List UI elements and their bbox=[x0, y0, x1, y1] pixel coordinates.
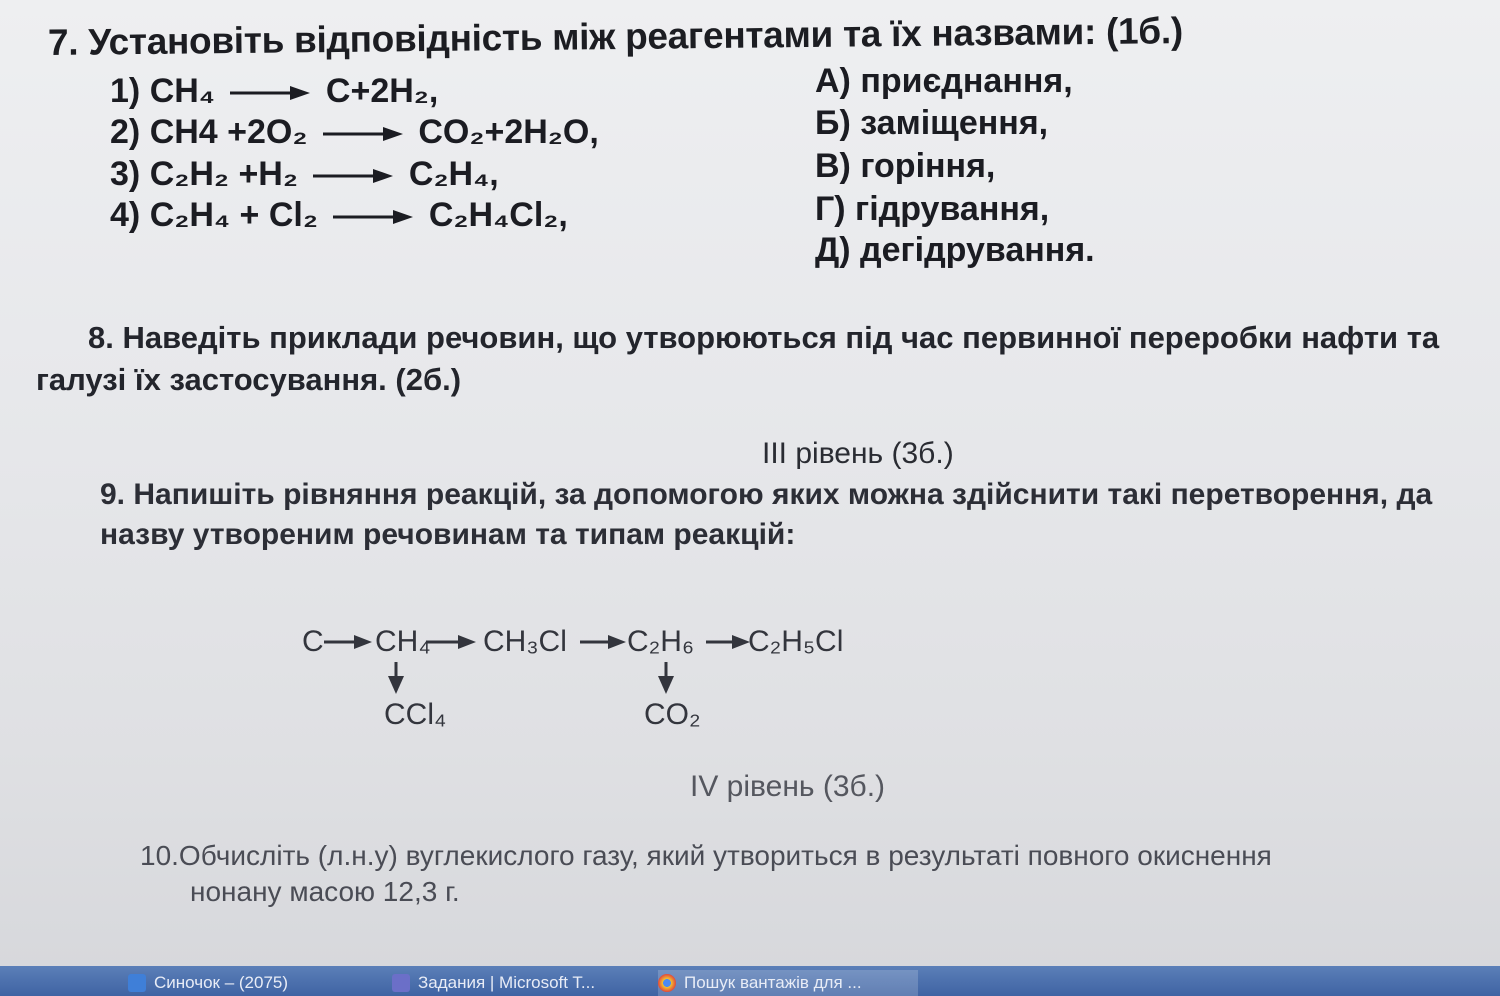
chain-co2: CO₂ bbox=[644, 698, 701, 731]
chain-c: C bbox=[302, 625, 324, 658]
equation-4 bbox=[110, 196, 568, 235]
equation-1 bbox=[110, 72, 438, 111]
equation-right: CO₂+2H₂O, bbox=[418, 113, 599, 151]
reaction-arrow-icon bbox=[230, 86, 310, 100]
equation-left: C₂H₄ + Cl₂ bbox=[149, 196, 318, 234]
chain-ccl4: CCl₄ bbox=[384, 698, 447, 731]
answer-option-a: А) приєднання, bbox=[815, 62, 1073, 100]
reaction-arrow-icon bbox=[313, 169, 393, 183]
question-8-line-1: 8. Наведіть приклади речовин, що утворюються під час первинної переробки нафти та bbox=[88, 320, 1440, 355]
reaction-arrow-icon bbox=[333, 210, 413, 224]
chat-app-icon bbox=[128, 974, 146, 992]
equation-right: C₂H₄, bbox=[408, 155, 499, 193]
question-8-line-2: галузі їх застосування. (2б.) bbox=[36, 362, 462, 397]
question-10-line-1: 10.Обчисліть (л.н.у) вуглекислого газу, який утвориться в результаті повного окиснення bbox=[140, 840, 1272, 871]
answer-option-d: Д) дегідрування. bbox=[815, 231, 1095, 269]
question-9-line-1: 9. Напишіть рівняння реакцій, за допомогою яких можна здійснити такі перетворення, да bbox=[100, 478, 1433, 511]
equation-right: C₂H₄Cl₂, bbox=[428, 196, 568, 234]
chain-c2h6: C₂H₆ bbox=[627, 625, 695, 658]
chain-arrow-icon bbox=[426, 634, 476, 650]
answer-option-b: Б) заміщення, bbox=[815, 104, 1049, 142]
equation-number: 1) bbox=[110, 72, 141, 110]
equation-number: 4) bbox=[110, 196, 141, 234]
teams-icon bbox=[392, 974, 410, 992]
equation-left: C₂H₂ +H₂ bbox=[149, 155, 298, 193]
equation-number: 2) bbox=[110, 113, 141, 151]
taskbar-item-label: Задания | Microsoft T... bbox=[418, 973, 596, 992]
chain-arrow-icon bbox=[324, 634, 372, 650]
taskbar-item-label: Синочок – (2075) bbox=[154, 973, 289, 992]
taskbar-item-teams[interactable] bbox=[392, 970, 642, 996]
question-10-line-2: нонану масою 12,3 г. bbox=[190, 876, 460, 907]
taskbar bbox=[0, 966, 1500, 996]
level-3-heading: ІІІ рівень (3б.) bbox=[762, 437, 954, 470]
reaction-arrow-icon bbox=[323, 127, 403, 141]
answer-option-v: В) горіння, bbox=[815, 147, 996, 185]
chain-ch4: CH₄ bbox=[375, 625, 431, 658]
chain-down-arrow-icon bbox=[656, 662, 676, 694]
equation-left: CH4 +2O₂ bbox=[149, 113, 308, 151]
question-7-title: 7. Установіть відповідність між реагентами та їх назвами: (1б.) bbox=[47, 10, 1184, 63]
chain-down-arrow-icon bbox=[386, 662, 406, 694]
answer-option-g: Г) гідрування, bbox=[815, 190, 1050, 228]
equation-2 bbox=[110, 113, 599, 152]
chrome-icon bbox=[658, 974, 676, 992]
level-4-heading: IV рівень (3б.) bbox=[690, 770, 886, 803]
chain-arrow-icon bbox=[580, 634, 626, 650]
taskbar-item-sinochok[interactable] bbox=[128, 970, 368, 996]
equation-3 bbox=[110, 155, 499, 194]
question-9-line-2: назву утвореним речовинам та типам реакцій: bbox=[100, 518, 796, 551]
equation-left: CH₄ bbox=[149, 72, 215, 110]
chain-ch3cl: CH₃Cl bbox=[483, 625, 567, 658]
chain-arrow-icon bbox=[706, 634, 750, 650]
taskbar-item-chrome[interactable] bbox=[658, 970, 918, 996]
chain-c2h5cl: C₂H₅Cl bbox=[748, 625, 844, 658]
taskbar-item-label: Пошук вантажів для ... bbox=[684, 973, 862, 992]
equation-right: C+2H₂, bbox=[325, 72, 439, 110]
equation-number: 3) bbox=[110, 155, 141, 193]
